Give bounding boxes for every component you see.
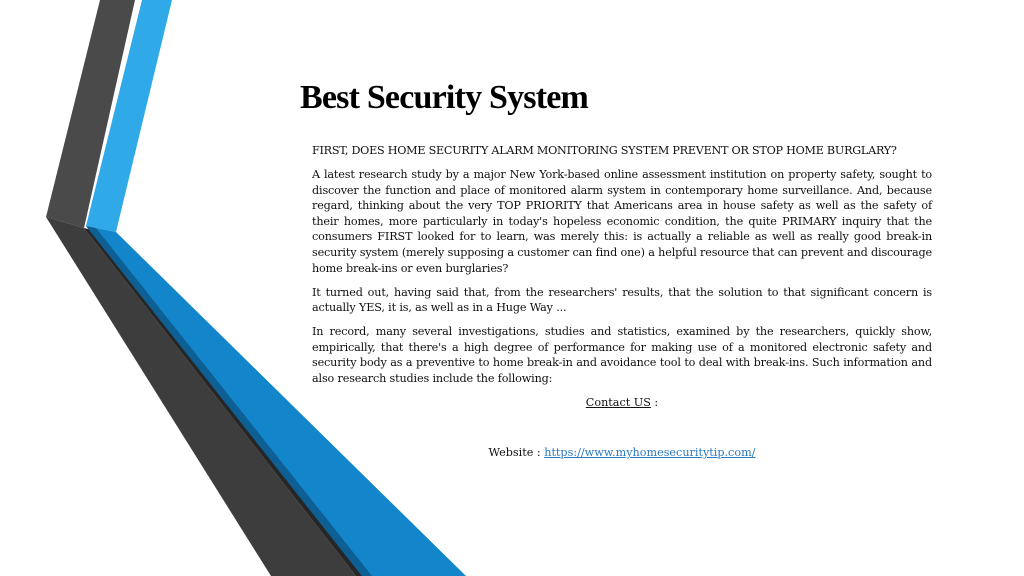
body-paragraph-2: It turned out, having said that, from the researchers' results, that the solution to that significant concern is actually YES, it is, as well as in a Huge Way ... xyxy=(312,285,932,315)
dark-stripe-lower xyxy=(46,217,356,576)
contact-suffix: : xyxy=(650,396,659,409)
contact-us-link[interactable]: Contact US xyxy=(585,396,651,409)
slide-title: Best Security System xyxy=(300,79,589,116)
website-link[interactable]: https://www.myhomesecuritytip.com/ xyxy=(544,446,756,459)
website-label: Website : xyxy=(488,446,545,459)
contact-line xyxy=(312,396,932,409)
website-line xyxy=(312,446,932,459)
body-paragraph-3: In record, many several investigations, studies and statistics, examined by the researchers, quickly show, empirically, that there's a high degree of performance for making use of a monitored electronic safety and security body as a preventive to home break-in and avoidance tool to deal with break-ins. Such information and also research studies include the following: xyxy=(312,325,932,385)
body-paragraph-1: A latest research study by a major New York-based online assessment institution on property safety, sought to discover the function and place of monitored alarm system in contemporary home surveillance. And, because regard, thinking about the very TOP PRIORITY that Americans area in house safety as well as the safety of their homes, more particularly in today's hopeless economic condition, the quite PRIMARY inquiry that the consumers FIRST looked for to learn, was merely this: is actually a reliable as well as really good break-in security system (merely supposing a customer can find one) a helpful resource that can prevent and discourage home break-ins or even burglaries? xyxy=(312,167,932,275)
body-heading: FIRST, DOES HOME SECURITY ALARM MONITORING SYSTEM PREVENT OR STOP HOME BURGLARY? xyxy=(312,144,897,157)
slide-body xyxy=(312,143,932,395)
